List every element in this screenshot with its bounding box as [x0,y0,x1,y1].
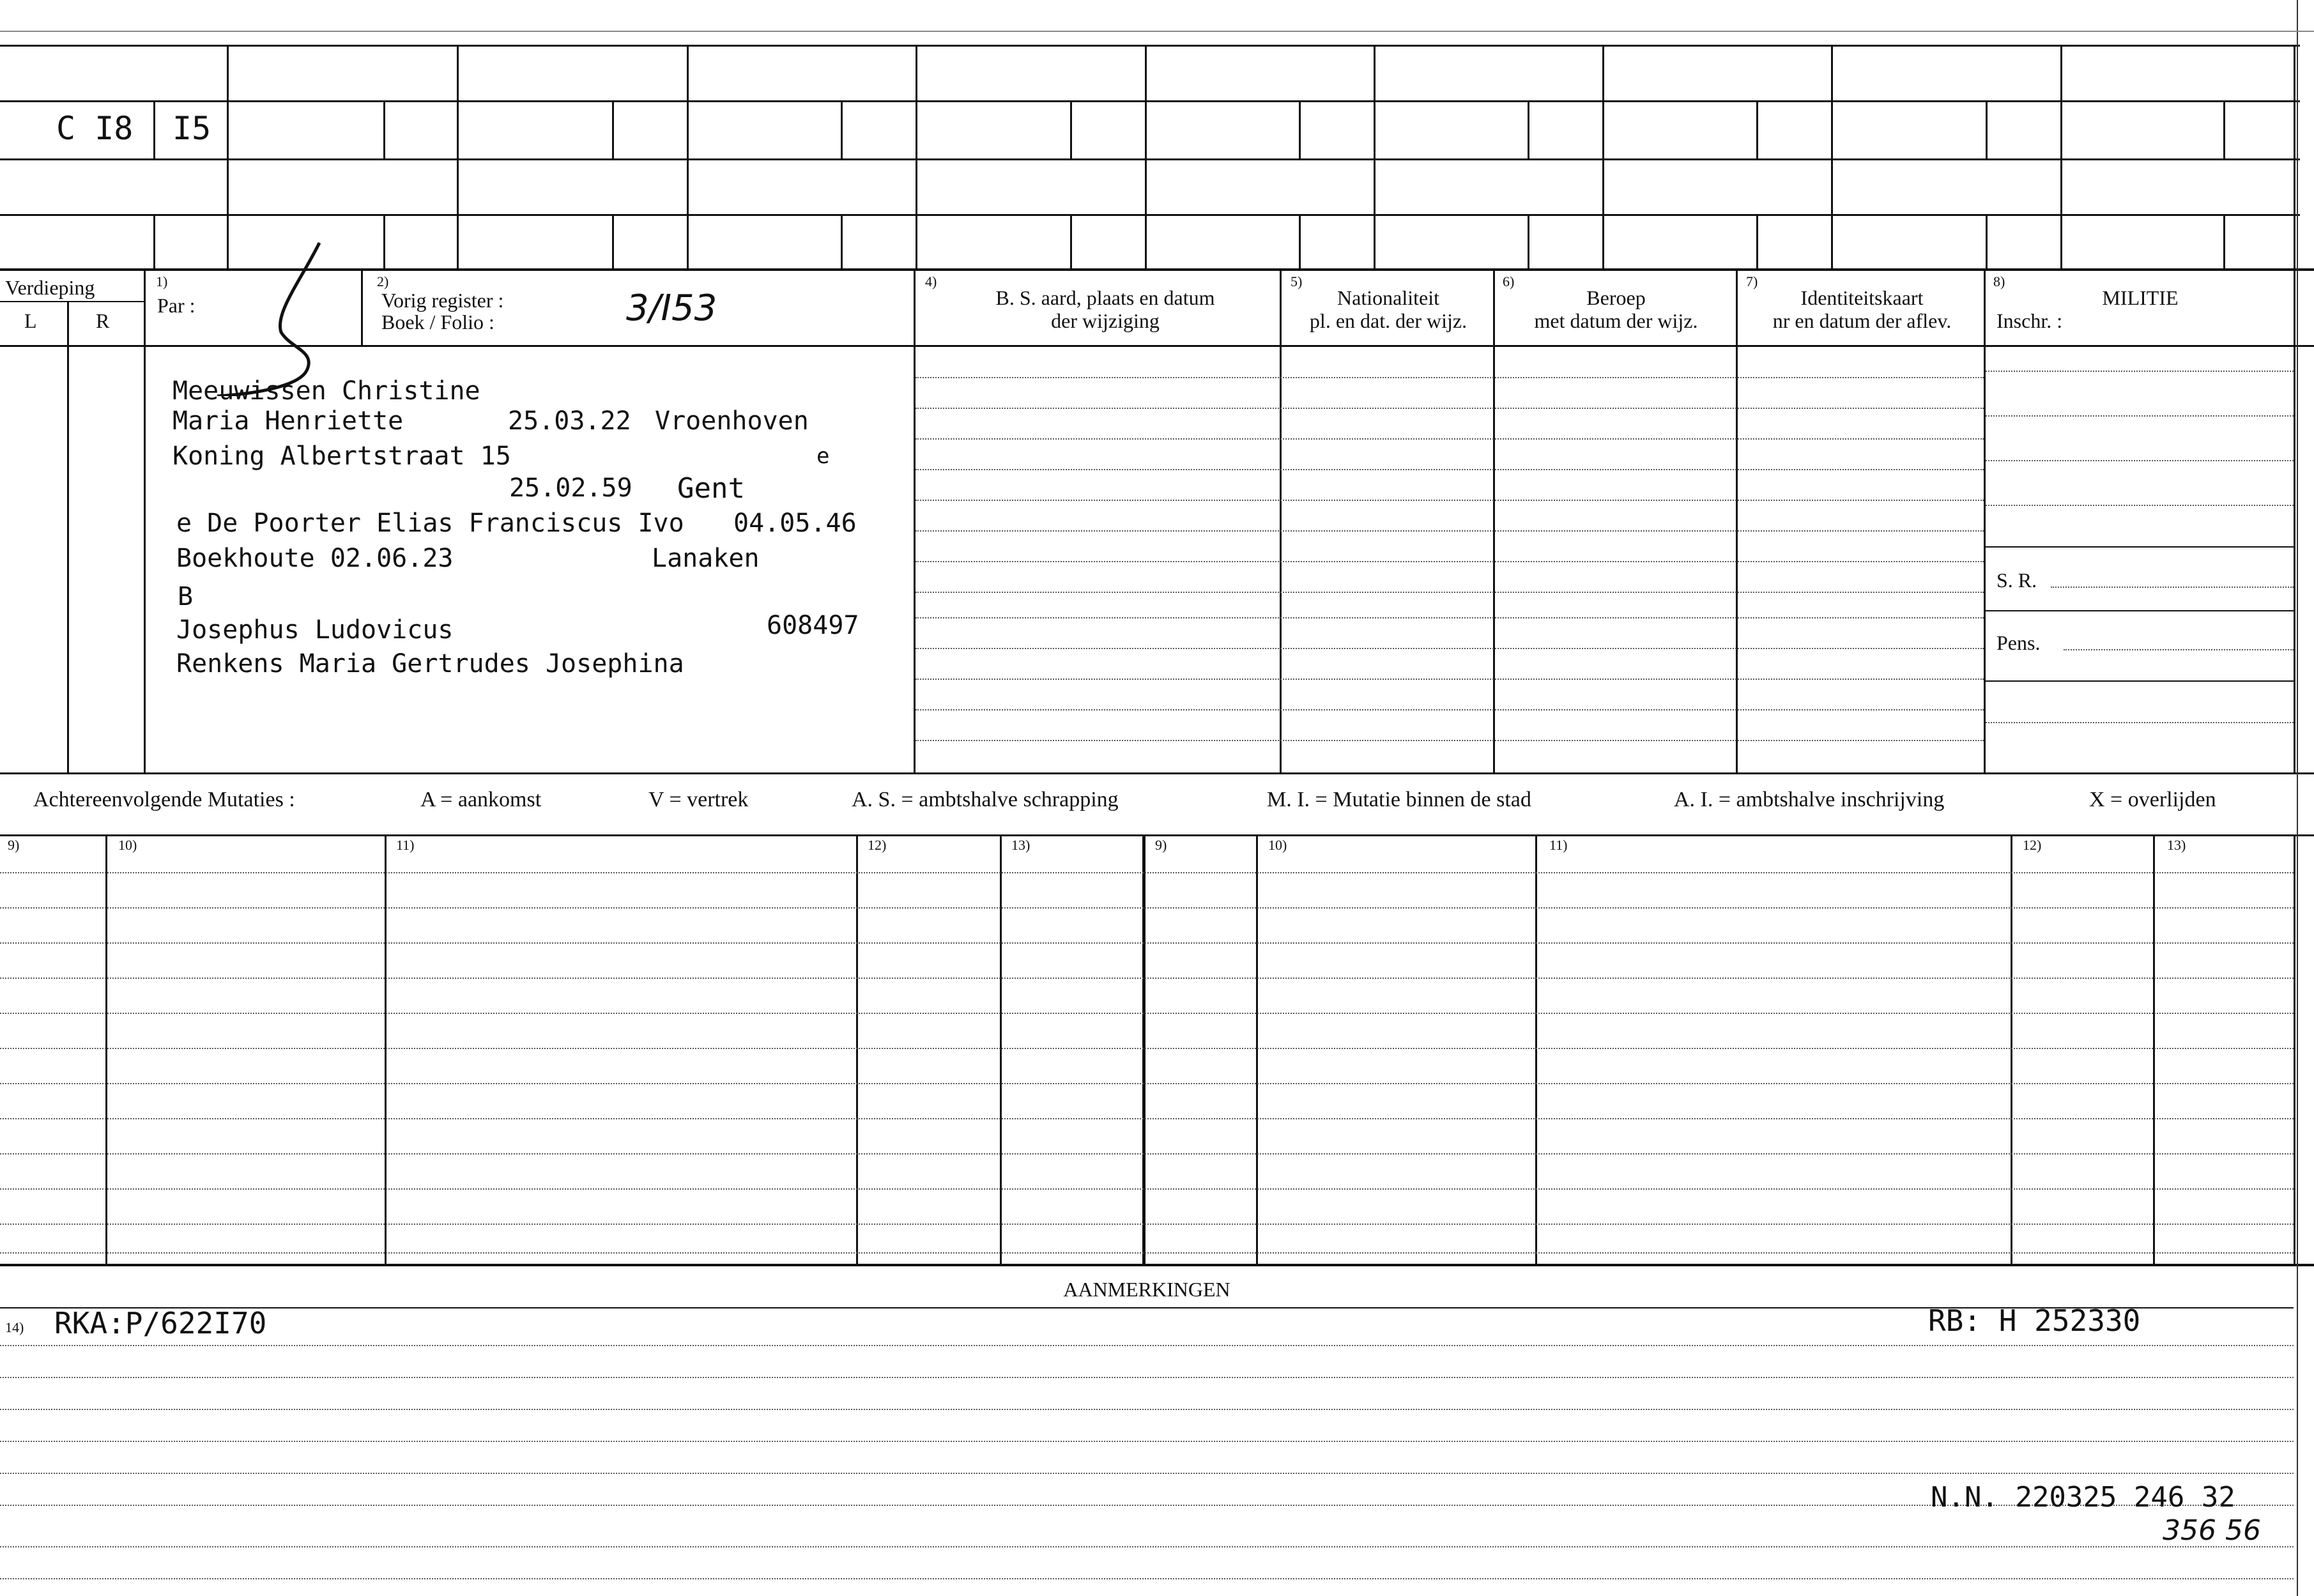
legend-aankomst: A = aankomst [420,788,542,811]
handwritten-par-mark [204,236,371,396]
rb-reference: RB: H 252330 [1928,1303,2141,1338]
rka-reference: RKA:P/622I70 [54,1306,267,1340]
vorig-num: 2) [377,273,389,289]
militie-inschr-label: Inschr. : [1996,309,2063,332]
file-code: C I8 [56,110,134,147]
bs-num: 4) [925,273,937,289]
legend-mutatie-stad: M. I. = Mutatie binnen de stad [1267,788,1531,811]
militie-sr-label: S. R. [1996,569,2037,592]
spouse-date: 04.05.46 [733,509,857,538]
remarks-title: AANMERKINGEN [1063,1278,1230,1301]
birth-place: Vroenhoven [655,406,809,436]
mut-col-10: 10) [118,837,137,853]
spouse-place: Lanaken [652,544,760,573]
marriage-marker: e [816,443,830,469]
mut-col-11b: 11) [1549,837,1568,853]
vorig-register-label: Vorig register : [381,289,504,312]
mut-col-12b: 12) [2023,837,2042,853]
identiteitskaart-title: Identiteitskaart [1800,286,1924,309]
birth-date: 25.03.22 [508,406,631,436]
address: Koning Albertstraat 15 [172,441,511,471]
file-number: I5 [172,110,211,147]
bs-subtitle: der wijziging [1051,309,1160,332]
nationaliteit-title: Nationaliteit [1337,286,1439,309]
mut-col-10b: 10) [1268,837,1287,853]
national-number: N.N. 220325 246 32 [1931,1481,2235,1514]
par-num: 1) [156,273,168,289]
militie-num: 8) [1993,273,2005,289]
mut-col-13b: 13) [2167,837,2186,853]
verdieping-label: Verdieping [5,276,95,299]
boek-folio-label: Boek / Folio : [381,311,494,334]
national-number-correction: 356 56 [2163,1514,2261,1547]
legend-ambtshalve-schrapping: A. S. = ambtshalve schrapping [852,788,1119,811]
person-given-names: Maria Henriette [172,406,404,436]
bs-title: B. S. aard, plaats en datum [995,286,1215,309]
mut-col-12: 12) [868,837,887,853]
col-r-label: R [96,309,110,332]
par-label: Par : [157,294,195,317]
mut-col-13: 13) [1011,837,1031,853]
legend-vertrek: V = vertrek [648,788,749,811]
nationality-code: B [178,582,194,611]
person-name: Meeuwissen Christine [172,376,480,406]
marriage-date: 25.02.59 [509,473,632,503]
militie-title: MILITIE [2102,286,2179,309]
beroep-title: Beroep [1586,286,1646,309]
nationaliteit-subtitle: pl. en dat. der wijz. [1309,309,1467,332]
mother-name: Renkens Maria Gertrudes Josephina [176,649,684,679]
spouse-birth: Boekhoute 02.06.23 [176,544,454,573]
boek-folio-value: 3/I53 [626,288,717,329]
marriage-place: Gent [677,472,745,505]
beroep-num: 6) [1503,273,1515,289]
legend-title: Achtereenvolgende Mutaties : [33,788,295,811]
id-number: 608497 [767,611,859,640]
mut-col-9b: 9) [1155,837,1167,853]
mut-col-9: 9) [8,837,20,853]
mut-col-11: 11) [396,837,415,853]
identiteitskaart-subtitle: nr en datum der aflev. [1772,309,1952,332]
militie-pens-label: Pens. [1996,631,2041,654]
father-name: Josephus Ludovicus [176,615,454,645]
spouse-name: e De Poorter Elias Franciscus Ivo [176,509,684,538]
beroep-subtitle: met datum der wijz. [1534,309,1698,332]
remarks-num: 14) [5,1319,24,1335]
id-num: 7) [1746,273,1758,289]
legend-ambtshalve-inschrijving: A. I. = ambtshalve inschrijving [1674,788,1945,811]
nat-num: 5) [1291,273,1303,289]
legend-overlijden: X = overlijden [2089,788,2216,811]
col-l-label: L [24,309,37,332]
